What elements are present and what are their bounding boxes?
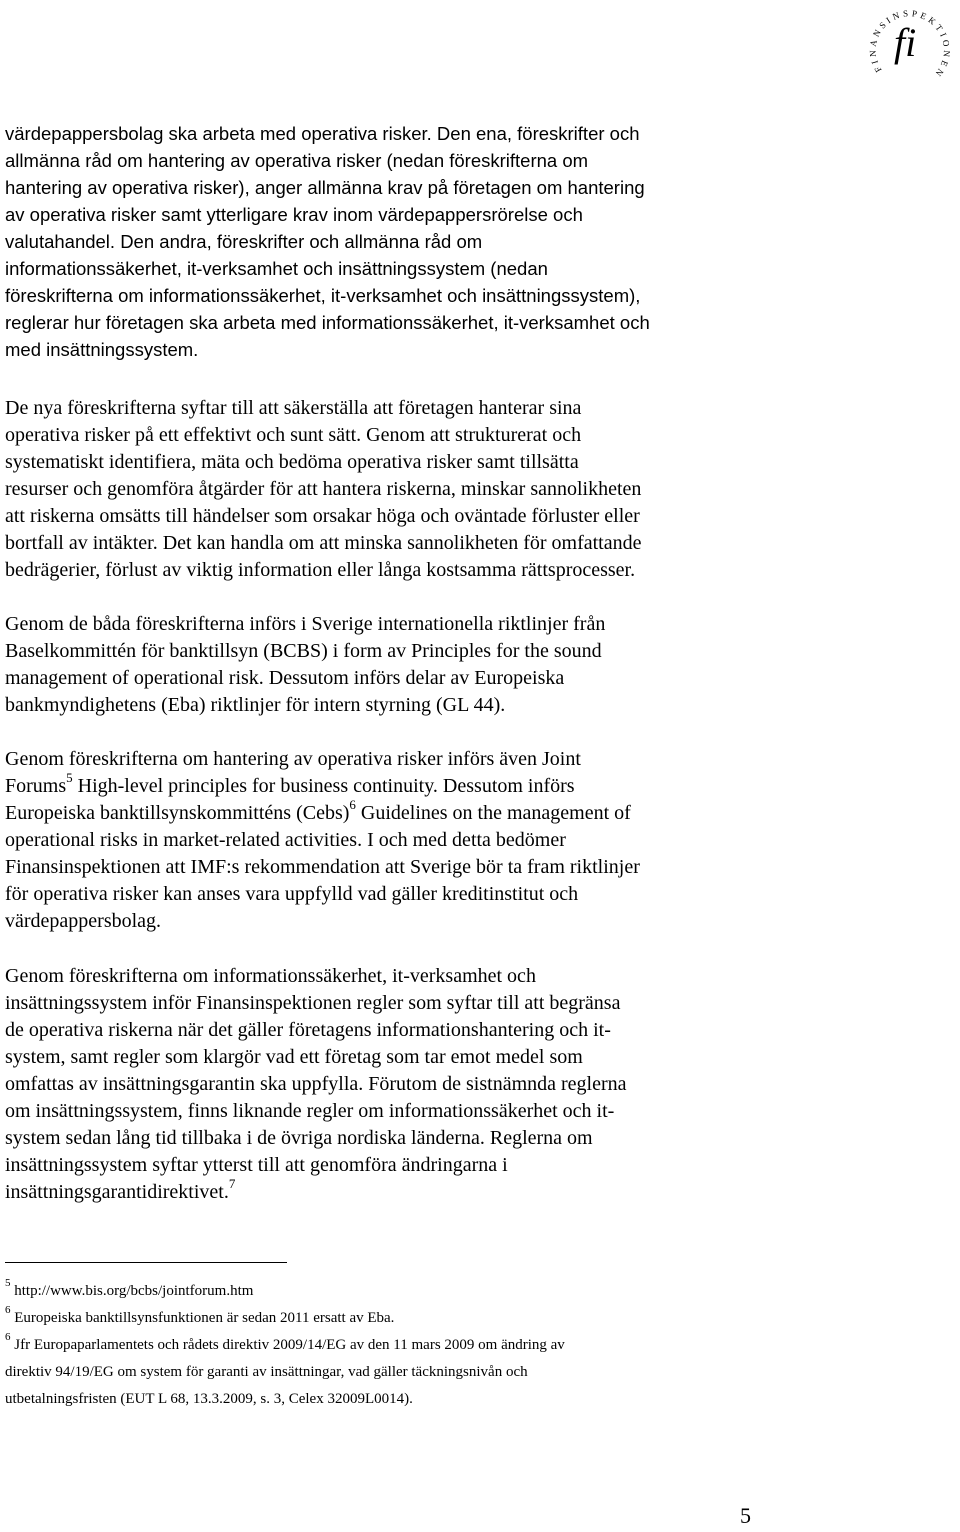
text-line: operational risks in market-related activities. I och med detta bedömer (5, 829, 566, 851)
text-line: de operativa riskerna när det gäller företagens informationshantering och it- (5, 1019, 611, 1041)
text-line: insättningssystem syftar ytterst till att genomföra ändringarna i (5, 1154, 508, 1176)
footnote-5 (5, 1278, 755, 1305)
page-number: 5 (740, 1503, 751, 1528)
text-line: att riskerna omsätts till händelser som orsakar höga och oväntade förluster eller (5, 505, 640, 527)
text-line: informationssäkerhet, it-verksamhet och insättningssystem (nedan (5, 258, 548, 279)
text-segment: Guidelines on the management of (355, 802, 631, 824)
footnote-text: utbetalningsfristen (EUT L 68, 13.3.2009, s. 3, Celex 32009L0014). (5, 1391, 413, 1407)
footnote-text: direktiv 94/19/EG om system för garanti av insättningar, vad gäller täckningsnivån och (5, 1364, 528, 1380)
text-line: värdepappersbolag ska arbeta med operativa risker. Den ena, föreskrifter och (5, 123, 640, 144)
text-segment: Forums (5, 775, 67, 797)
footnote-continuation (5, 1386, 755, 1413)
text-line: om insättningssystem, finns liknande regler om informationssäkerhet och it- (5, 1100, 615, 1122)
paragraph-1 (5, 120, 755, 363)
logo-emblem-icon (868, 0, 956, 84)
text-line: insättningssystem inför Finansinspektionen regler som syftar till att begränsa (5, 992, 621, 1014)
finansinspektionen-logo (868, 0, 956, 84)
footnote-6 (5, 1305, 755, 1332)
text-line: med insättningssystem. (5, 339, 199, 360)
text-line (5, 1176, 755, 1206)
footnote-number: 5 (5, 1277, 11, 1289)
footnote-text: Jfr Europaparlamentets och rådets direktiv 2009/14/EG av den 11 mars 2009 om ändring av (10, 1337, 565, 1353)
text-segment: insättningsgarantidirektivet. (5, 1181, 229, 1203)
footnote-text: http://www.bis.org/bcbs/jointforum.htm (10, 1283, 254, 1299)
footnotes (5, 1278, 755, 1413)
text-line: reglerar hur företagen ska arbeta med informationssäkerhet, it-verksamhet och (5, 312, 650, 333)
paragraph-3 (5, 611, 755, 719)
text-line: för operativa risker kan anses vara uppfylld vad gäller kreditinstitut och (5, 883, 579, 905)
text-line: valutahandel. Den andra, föreskrifter och allmänna råd om (5, 231, 483, 252)
text-line: hantering av operativa risker), anger allmänna krav på företagen om hantering (5, 177, 645, 198)
text-line: operativa risker på ett effektivt och sunt sätt. Genom att strukturerat och (5, 424, 582, 446)
text-line: Finansinspektionen att IMF:s rekommendation att Sverige bör ta fram riktlinjer (5, 856, 640, 878)
text-line (5, 797, 755, 827)
footnote-separator (5, 1262, 287, 1263)
footnote-ref-6[interactable]: 6 (349, 797, 356, 813)
text-line: De nya föreskrifterna syftar till att säkerställa att företagen hanterar sina (5, 397, 582, 419)
footnote-continuation (5, 1359, 755, 1386)
text-line: allmänna råd om hantering av operativa risker (nedan föreskrifterna om (5, 150, 589, 171)
footnote-number: 6 (5, 1304, 11, 1316)
text-line: management of operational risk. Dessutom införs delar av Europeiska (5, 667, 565, 689)
text-line: omfattas av insättningsgarantin ska uppfylla. Förutom de sistnämnda reglerna (5, 1073, 627, 1095)
text-segment: Europeiska banktillsynskommitténs (Cebs) (5, 802, 350, 824)
paragraph-4 (5, 746, 755, 935)
paragraph-2 (5, 395, 755, 584)
footnote-number: 6 (5, 1331, 11, 1343)
text-line: systematiskt identifiera, mäta och bedöma operativa risker samt tillsätta (5, 451, 579, 473)
text-line (5, 770, 755, 800)
text-line: Genom de båda föreskrifterna införs i Sverige internationella riktlinjer från (5, 613, 606, 635)
text-line: resurser och genomföra åtgärder för att hantera riskerna, minskar sannolikheten (5, 478, 642, 500)
text-line: föreskrifterna om informationssäkerhet, it-verksamhet och insättningssystem), (5, 285, 641, 306)
text-line: system sedan lång tid tillbaka i de övriga nordiska länderna. Reglerna om (5, 1127, 593, 1149)
footnote-ref-5[interactable]: 5 (66, 770, 73, 786)
text-line: Baselkommittén för banktillsyn (BCBS) i form av Principles for the sound (5, 640, 602, 662)
footnote-6b (5, 1332, 755, 1359)
footnote-text: Europeiska banktillsynsfunktionen är sedan 2011 ersatt av Eba. (10, 1310, 395, 1326)
text-line: bortfall av intäkter. Det kan handla om att minska sannolikheten för omfattande (5, 532, 642, 554)
svg-text:FINANSINSPEKTIONEN: FINANSINSPEKTIONEN (868, 8, 952, 81)
text-line: bedrägerier, förlust av viktig information eller långa kostsamma rättsprocesser. (5, 559, 636, 581)
text-line: bankmyndighetens (Eba) riktlinjer för intern styrning (GL 44). (5, 694, 506, 716)
footnote-ref-7[interactable]: 7 (228, 1176, 236, 1192)
text-line: av operativa risker samt ytterligare krav inom värdepappersrörelse och (5, 204, 583, 225)
text-line: system, samt regler som klargör vad ett företag som tar emot medel som (5, 1046, 583, 1068)
text-line: Genom föreskrifterna om hantering av operativa risker införs även Joint (5, 748, 581, 770)
paragraph-5 (5, 963, 755, 1206)
svg-text:fi: fi (894, 20, 917, 65)
text-line: Genom föreskrifterna om informationssäkerhet, it-verksamhet och (5, 965, 536, 987)
text-segment: High-level principles for business continuity. Dessutom införs (72, 775, 575, 797)
text-line: värdepappersbolag. (5, 910, 162, 932)
